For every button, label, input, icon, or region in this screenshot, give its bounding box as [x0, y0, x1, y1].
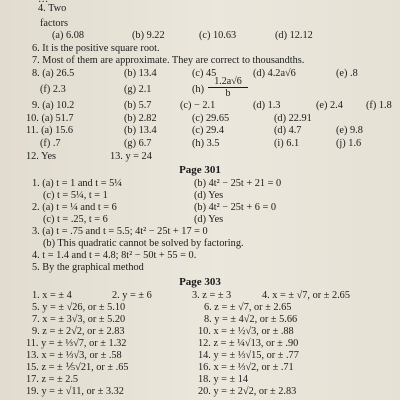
- section-heading: Page 301: [179, 164, 221, 176]
- section-heading: Page 303: [179, 276, 221, 288]
- answer-key-page: 4. Two factors (a) 6.08 (b) 9.22 (c) 10.63 (d) 12.12 6. It is the positive square root. 7. Most of them are approximate. They are correct to thousandths. 8. (a) 26.5 (b) 13.4 (c) 45 (d) 4.2a√6 (e) .8 (f) 2.3 (g) 2.1 (h) 1.2a√6 b 9. (a) 10.2 (b) 5.7 (c) − 2.1 (d) 1.3 (e) 2.4 (f) 1.8 10. (a) 51.7 (b) 2.82 (c) 29.65 (d) 22.91 11. (a) 15.6 (b) 13.4 (c) 29.4 (d) 4.7 (e) 9.8 (f) .7 (g) 6.7 (h) 3.5 (i) 6.1 (j) 1.6 12. Yes 13. y = 24 Page 301 1. (a) t = 1 and t = 5¼ (b) 4t² − 25t + 21 = 0 (c) t = 5¼, t = 1 (d) Yes 2. (a) t = ¼ and t = 6 (b) 4t² − 25t + 6 = 0 (c) t = .25, t = 6 (d) Yes 3. (a) t = .75 and t = 5.5; 4t² − 25t + 17 = 0 (b) This quadratic cannot be solved by factoring. 4. t = 1.4 and t = 4.8; 8t² − 50t + 55 = 0. 5. By the graphical method Page 303 1. x = ± 4 2. y = ± 6 3. z = ± 3 4. x = ± √7, or ± 2.65 5. y = ± √26, or ± 5.10 6. z = ± √7, or ± 2.65 7. x = ± 3√3, or ± 5.20 8. y = ± 4√2, or ± 5.66 9. z = ± 2√2, or ± 2.83 10. x = ± ½√3, or ± .88 11. y = ± ⅓√7, or ± 1.32 12. z = ± ¼√13, or ± .90 13. x = ± ⅓√3, or ± .58 14. y = ± ⅓√15, or ± .77 15. z = ± ⅕√21, or ± .65 16. x = ± ⅓√2, or ± .71 17. z = ± 2.5 18. y = ± 14 19. y = ± √11, or ± 3.32 20. y = ± 2√2, or ± 2.83: [0, 0, 400, 400]
- fraction: 1.2a√6 b: [208, 76, 248, 99]
